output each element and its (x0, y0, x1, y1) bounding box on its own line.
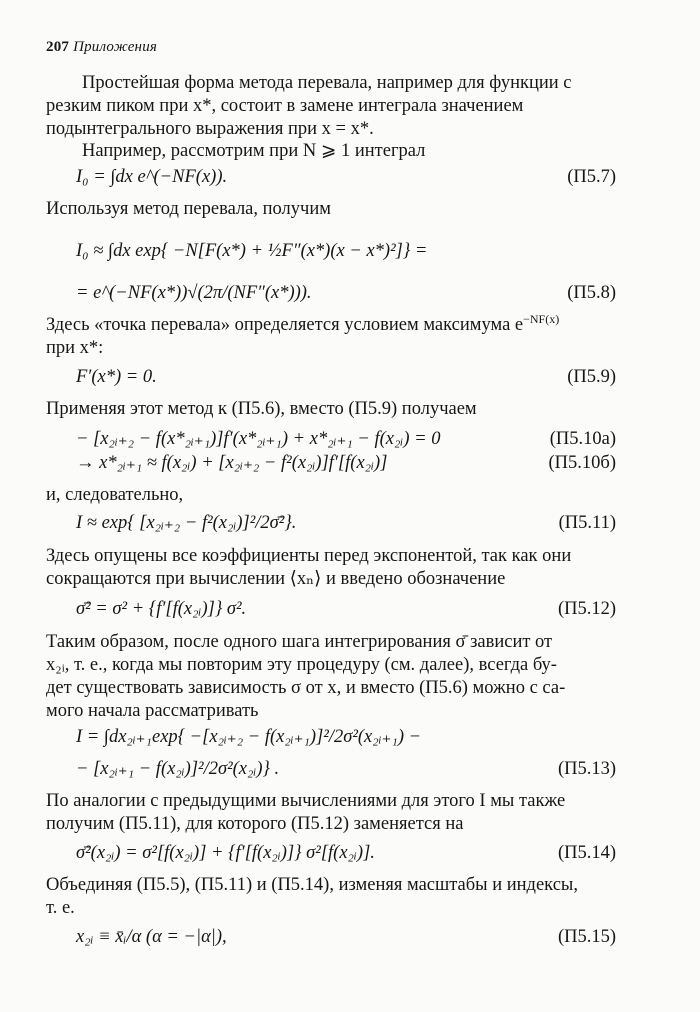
paragraph-superscript: −NF(x) (523, 311, 560, 326)
equation-p5-12: σ̄² = σ² + {f′[f(x₂ᵢ)]} σ². (76, 599, 247, 619)
equation-p5-15: x₂ᵢ ≡ x̄ᵢ/α (α = −|α|), (76, 927, 227, 947)
equation-p5-7: I₀ = ∫dx e^(−NF(x)). (76, 167, 228, 187)
equation-p5-8b: = e^(−NF(x*))√(2π/(NF″(x*))). (76, 283, 312, 303)
equation-tag: (П5.7) (567, 167, 616, 187)
equation-tag: (П5.9) (567, 367, 616, 387)
paragraph-line: x₂ᵢ, т. е., когда мы повторим эту процедуру (см. далее), всегда бу- (46, 655, 557, 675)
paragraph-line: получим (П5.11), для которого (П5.12) заменяется на (46, 814, 464, 834)
equation-tag: (П5.12) (557, 599, 616, 619)
equation-p5-10b: → x*₂ᵢ₊₁ ≈ f(x₂ᵢ) + [x₂ᵢ₊₂ − f²(x₂ᵢ)]f′[f(x₂ᵢ)] (76, 453, 388, 473)
equation-p5-8a: I₀ ≈ ∫dx exp{ −N[F(x*) + ½F″(x*)(x − x*)²]} = (76, 241, 428, 261)
page-number: 207 (46, 39, 70, 55)
paragraph-line: сокращаются при вычислении ⟨xₙ⟩ и введено обозначение (46, 569, 506, 589)
equation-p5-13a: I = ∫dx₂ᵢ₊₁exp{ −[x₂ᵢ₊₂ − f(x₂ᵢ₊₁)]²/2σ²(x₂ᵢ₊₁) − (76, 727, 422, 747)
equation-tag: (П5.13) (557, 759, 616, 779)
paragraph-line: Применяя этот метод к (П5.6), вместо (П5.9) получаем (46, 399, 477, 419)
paragraph-line: т. е. (46, 898, 75, 918)
equation-tag: (П5.14) (557, 843, 616, 863)
equation-tag: (П5.10а) (549, 429, 616, 449)
equation-p5-11: I ≈ exp{ [x₂ᵢ₊₂ − f²(x₂ᵢ)]²/2σ̄²}. (76, 513, 297, 533)
paragraph-line: Таким образом, после одного шага интегрирования σ̄ зависит от (46, 632, 553, 652)
paragraph-line: дет существовать зависимость σ от x, и вместо (П5.6) можно с са- (46, 678, 566, 698)
equation-p5-13b: − [x₂ᵢ₊₁ − f(x₂ᵢ)]²/2σ²(x₂ᵢ)} . (76, 759, 280, 779)
equation-p5-9: F′(x*) = 0. (76, 367, 157, 387)
paragraph-line: и, следовательно, (46, 485, 184, 505)
paragraph-line: По аналогии с предыдущими вычислениями для этого I мы также (46, 791, 566, 811)
equation-p5-14: σ̄²(x₂ᵢ) = σ²[f(x₂ᵢ)] + {f′[f(x₂ᵢ)]} σ²[f(x₂ᵢ)]. (76, 843, 375, 863)
paragraph-line: резким пиком при x*, состоит в замене интеграла значением (46, 96, 524, 116)
paragraph-line: Объединяя (П5.5), (П5.11) и (П5.14), изменяя масштабы и индексы, (46, 875, 578, 895)
paragraph-line: Здесь опущены все коэффициенты перед экспонентой, так как они (46, 546, 572, 566)
paragraph-line: Используя метод перевала, получим (46, 199, 331, 219)
paragraph-line: Например, рассмотрим при N ⩾ 1 интеграл (82, 141, 426, 161)
paragraph-line: Простейшая форма метода перевала, например для функции с (82, 73, 572, 93)
paragraph-line: при x*: (46, 338, 104, 358)
running-header (46, 36, 157, 59)
paragraph-line: подынтегрального выражения при x = x*. (46, 119, 374, 139)
equation-tag: (П5.15) (557, 927, 616, 947)
paragraph-line: мого начала рассматривать (46, 701, 259, 721)
equation-p5-10a: − [x₂ᵢ₊₂ − f(x*₂ᵢ₊₁)]f′(x*₂ᵢ₊₁) + x*₂ᵢ₊₁ − f(x₂ᵢ) = 0 (76, 429, 441, 449)
running-title: Приложения (73, 39, 158, 55)
equation-tag: (П5.10б) (548, 453, 616, 473)
equation-tag: (П5.8) (567, 283, 616, 303)
paragraph-text: Здесь «точка перевала» определяется условием максимума e (46, 315, 524, 335)
equation-tag: (П5.11) (558, 513, 616, 533)
paragraph-line (46, 311, 560, 337)
